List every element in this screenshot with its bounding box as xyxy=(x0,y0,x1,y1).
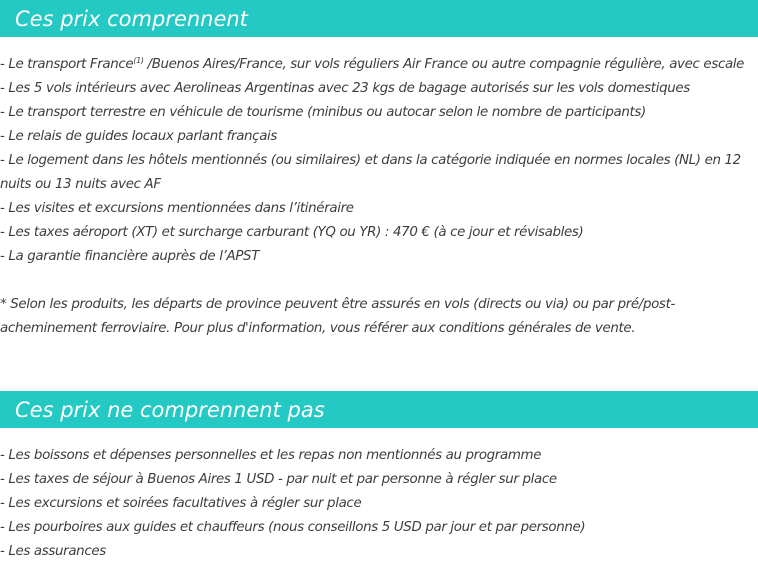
list-item: - Le transport terrestre en véhicule de tourisme (minibus ou autocar selon le nombre de participants) xyxy=(0,105,646,120)
list-item: - Les assurances xyxy=(0,544,106,559)
list-item-text: - Le transport France xyxy=(0,57,134,72)
included-section-title: Ces prix comprennent xyxy=(15,6,248,31)
excluded-list xyxy=(0,444,758,564)
list-item: - Les boissons et dépenses personnelles et les repas non mentionnés au programme xyxy=(0,448,542,463)
list-item: - Les pourboires aux guides et chauffeurs (nous conseillons 5 USD par jour et par personne) xyxy=(0,520,586,535)
footnote-note: * Selon les produits, les départs de province peuvent être assurés en vols (directs ou via) ou par pré/post-acheminement ferroviaire. Pour plus d'information, vous référer aux conditions générales de vente. xyxy=(0,297,675,336)
list-item: - Le relais de guides locaux parlant français xyxy=(0,129,278,144)
footnote-marker: (1) xyxy=(133,56,144,65)
list-item: - Les taxes de séjour à Buenos Aires 1 USD - par nuit et par personne à régler sur place xyxy=(0,472,557,487)
excluded-section-header xyxy=(0,391,758,428)
list-item: - Les 5 vols intérieurs avec Aerolineas Argentinas avec 23 kgs de bagage autorisés sur les vols domestiques xyxy=(0,81,690,96)
list-item: - Le logement dans les hôtels mentionnés (ou similaires) et dans la catégorie indiquée en normes locales (NL) en 12 nuits ou 13 nuits avec AF xyxy=(0,153,741,192)
list-item: - Les visites et excursions mentionnées dans l’itinéraire xyxy=(0,201,354,216)
included-section-header xyxy=(0,0,758,37)
list-item xyxy=(0,53,758,77)
list-item-text: /Buenos Aires/France, sur vols réguliers Air France ou autre compagnie régulière, avec escale xyxy=(143,57,745,72)
included-list xyxy=(0,53,758,269)
excluded-section-title: Ces prix ne comprennent pas xyxy=(15,397,325,422)
list-item: - Les excursions et soirées facultatives à régler sur place xyxy=(0,496,362,511)
list-item: - Les taxes aéroport (XT) et surcharge carburant (YQ ou YR) : 470 € (à ce jour et révisables) xyxy=(0,225,584,240)
list-item: - La garantie financière auprès de l’APST xyxy=(0,249,260,264)
